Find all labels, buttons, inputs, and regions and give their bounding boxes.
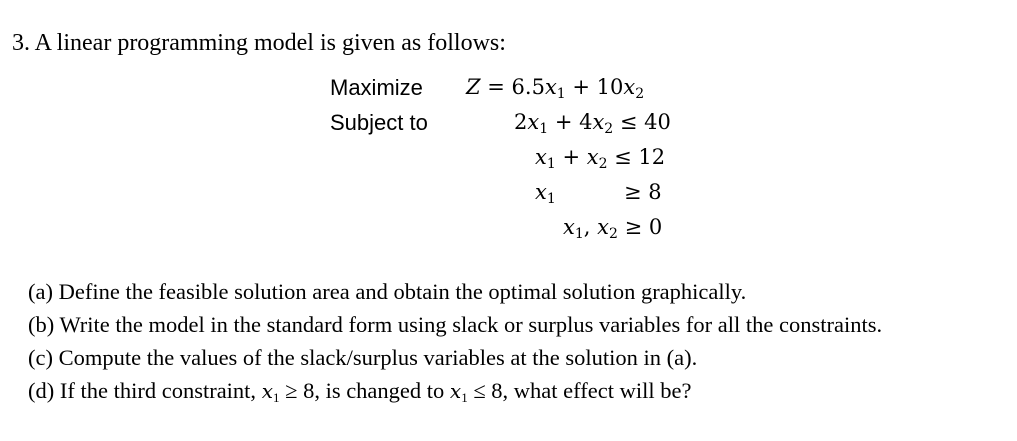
problem-heading: 3. A linear programming model is given as follows: <box>12 30 506 56</box>
maximize-label: Maximize <box>330 75 423 100</box>
objective-function: $Z = 6.5x_1 + 10x_2$ <box>466 75 645 102</box>
constraint-1: $2x_1 + 4x_2 \le 40$ <box>514 110 671 137</box>
constraint-nonnegativity: $x_1$, $x_2 \ge 0$ <box>563 215 663 242</box>
question-d: (d) If the third constraint, $x_1 \ge 8$, is changed to $x_1 \le 8$, what effect will be? <box>28 378 692 405</box>
constraint-3-rhs: ≥ 8 <box>624 180 662 204</box>
question-b: (b) Write the model in the standard form using slack or surplus variables for all the constraints. <box>28 312 883 337</box>
question-c: (c) Compute the values of the slack/surplus variables at the solution in (a). <box>28 345 698 370</box>
constraint-3: $x_1$ <box>535 180 556 207</box>
constraint-2: $x_1 + x_2 \le 12$ <box>535 145 666 172</box>
subject-to-label: Subject to <box>330 110 428 135</box>
question-a: (a) Define the feasible solution area and obtain the optimal solution graphically. <box>28 279 747 304</box>
